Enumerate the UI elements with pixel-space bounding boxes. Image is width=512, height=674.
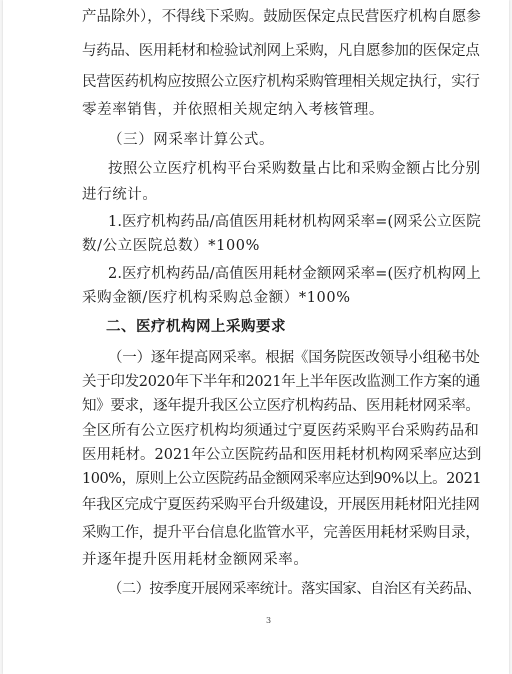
page-number: 3 — [266, 616, 272, 625]
document-page — [3, 0, 509, 674]
text-line-21: 并逐年提升医用耗材金额网采率。 — [82, 552, 309, 568]
text-line-1: 产品除外），不得线下采购。鼓励医保定点民营医疗机构自愿参 — [82, 9, 481, 25]
text-line-20: 采购工作，提升平台信息化监管水平，完善医用耗材采购目录， — [82, 525, 480, 541]
body-text — [3, 0, 509, 674]
text-line-15: 知》要求，逐年提升我区公立医疗机构药品、医用耗材网采率。 — [82, 398, 480, 414]
text-line-8: 1.医疗机构药品/高值医用耗材机构网采率=(网采公立医院 — [108, 214, 481, 230]
text-line-10: 2.医疗机构药品/高值医用耗材金额网采率=(医疗机构网上 — [108, 266, 481, 282]
text-line-19: 年我区完成宁夏医药采购平台升级建设，开展医用耗材阳光挂网 — [82, 497, 480, 513]
text-line-11: 采购金额/医疗机构采购总金额）*100% — [82, 290, 351, 306]
text-line-17: 医用耗材。2021年公立医院药品和医用耗材机构网采率应达到 — [82, 447, 482, 463]
text-line-7: 进行统计。 — [82, 187, 158, 203]
text-line-13: （一）逐年提高网采率。根据《国务院医改领导小组秘书处 — [108, 350, 480, 366]
text-line-5: （三）网采率计算公式。 — [108, 132, 275, 148]
text-line-2: 与药品、医用耗材和检验试剂网上采购，凡自愿参加的医保定点 — [82, 43, 480, 59]
text-line-4: 零差率销售，并依照相关规定纳入考核管理。 — [82, 102, 384, 118]
text-line-16: 全区所有公立医疗机构均须通过宁夏医药采购平台采购药品和 — [82, 423, 479, 439]
text-line-14: 关于印发2020年下半年和2021年上半年医改监测工作方案的通 — [82, 374, 481, 390]
text-line-6: 按照公立医疗机构平台采购数量占比和采购金额占比分别 — [108, 161, 481, 177]
section-heading: 二、医疗机构网上采购要求 — [106, 319, 286, 335]
text-line-18: 100%，原则上公立医院药品金额网采率应达到90%以上。2021 — [82, 471, 482, 487]
text-line-3: 民营医药机构应按照公立医疗机构采购管理相关规定执行，实行 — [82, 74, 480, 90]
text-line-9: 数/公立医院总数）*100% — [82, 238, 260, 254]
text-line-22: （二）按季度开展网采率统计。落实国家、自治区有关药品、 — [108, 581, 481, 597]
